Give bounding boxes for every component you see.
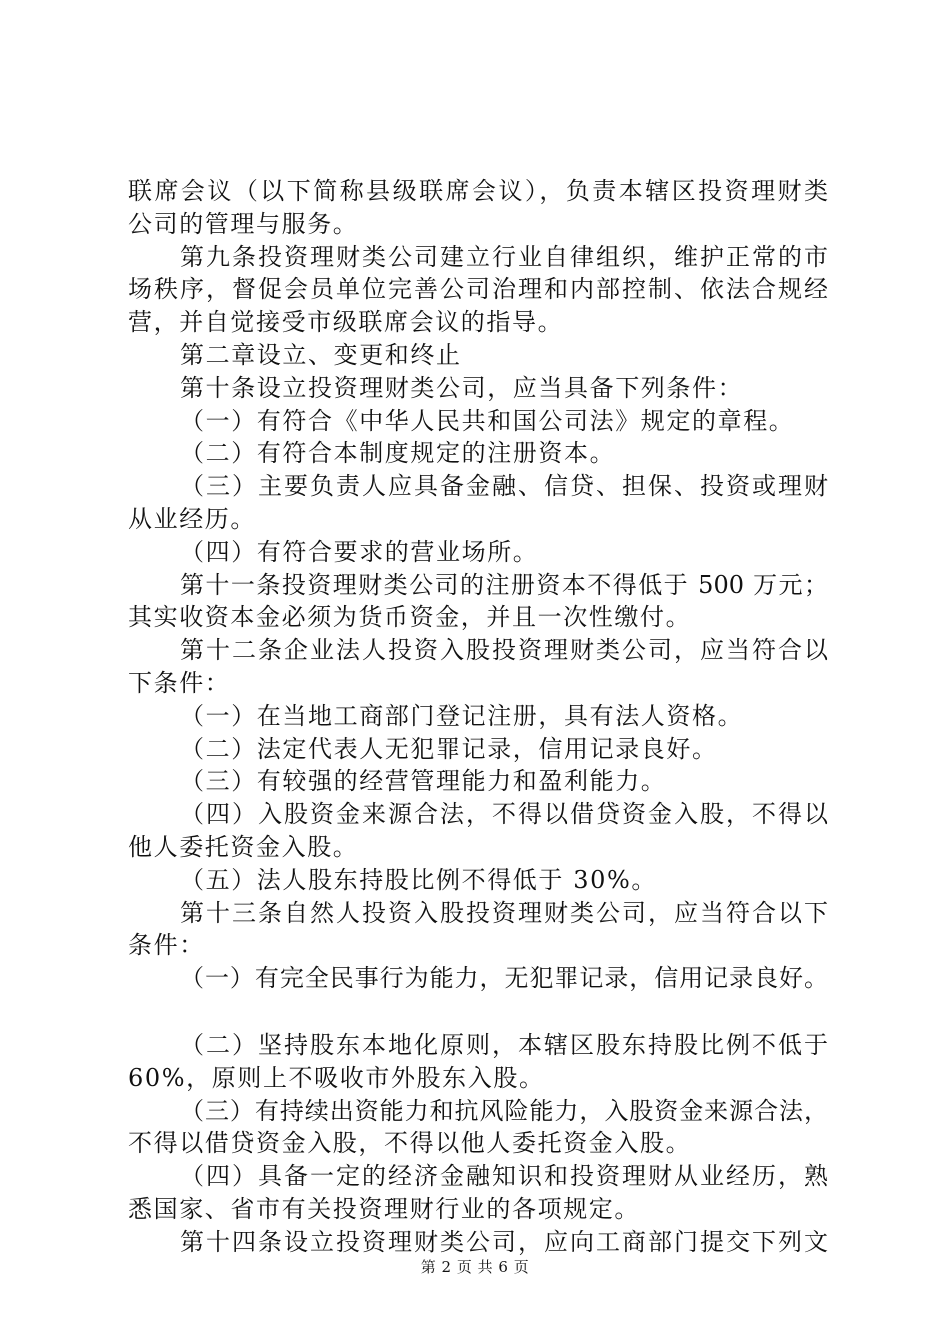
list-item: （三）有持续出资能力和抗风险能力，入股资金来源合法，: [180, 1096, 828, 1125]
page-number: 第 2 页 共 6 页: [420, 1258, 530, 1276]
text-line: 第十三条自然人投资入股投资理财类公司，应当符合以下: [180, 898, 828, 927]
text-line: 第十一条投资理财类公司的注册资本不得低于 500 万元；: [180, 570, 828, 599]
list-item: （二）坚持股东本地化原则，本辖区股东持股比例不低于: [180, 1030, 828, 1059]
text-line: 下条件：: [128, 668, 231, 697]
text-line: 不得以借贷资金入股，不得以他人委托资金入股。: [128, 1129, 692, 1158]
list-item: （五）法人股东持股比例不得低于 30%。: [180, 865, 657, 894]
text-line: 第十二条企业法人投资入股投资理财类公司，应当符合以: [180, 636, 828, 665]
list-item: （一）在当地工商部门登记注册，具有法人资格。: [180, 701, 744, 730]
text-line: 联席会议（以下简称县级联席会议），负责本辖区投资理财类: [128, 177, 828, 205]
document-body: [128, 175, 828, 1259]
text-line: 第十四条设立投资理财类公司，应向工商部门提交下列文: [180, 1227, 828, 1256]
text-line: 其实收资本金必须为货币资金，并且一次性缴付。: [128, 603, 692, 632]
text-line: 60%，原则上不吸收市外股东入股。: [128, 1063, 545, 1092]
text-line: 公司的管理与服务。: [128, 209, 359, 238]
text-line: 场秩序，督促会员单位完善公司治理和内部控制、依法合规经: [128, 275, 828, 304]
list-item: （三）主要负责人应具备金融、信贷、担保、投资或理财: [180, 472, 828, 501]
text-line: 第九条投资理财类公司建立行业自律组织，维护正常的市: [180, 242, 828, 271]
list-item: （四）入股资金来源合法，不得以借贷资金入股，不得以: [180, 800, 828, 829]
text-line: 悉国家、省市有关投资理财行业的各项规定。: [128, 1194, 640, 1223]
list-item: （一）有完全民事行为能力，无犯罪记录，信用记录良好。: [180, 964, 828, 993]
list-item: （三）有较强的经营管理能力和盈利能力。: [180, 767, 667, 796]
blank-line: [128, 995, 828, 1029]
text-line: 条件：: [128, 931, 205, 960]
list-item: （四）有符合要求的营业场所。: [180, 537, 539, 566]
list-item: （二）有符合本制度规定的注册资本。: [180, 439, 616, 468]
text-line: 第十条设立投资理财类公司，应当具备下列条件：: [180, 373, 744, 402]
list-item: （四）具备一定的经济金融知识和投资理财从业经历，熟: [180, 1162, 828, 1191]
list-item: （二）法定代表人无犯罪记录，信用记录良好。: [180, 734, 718, 763]
list-item: （一）有符合《中华人民共和国公司法》规定的章程。: [180, 406, 795, 435]
text-line: 营，并自觉接受市级联席会议的指导。: [128, 308, 564, 337]
text-line: 从业经历。: [128, 504, 256, 533]
text-line: 他人委托资金入股。: [128, 832, 359, 861]
page-footer: [0, 1257, 950, 1277]
chapter-heading: 第二章设立、变更和终止: [180, 340, 462, 369]
